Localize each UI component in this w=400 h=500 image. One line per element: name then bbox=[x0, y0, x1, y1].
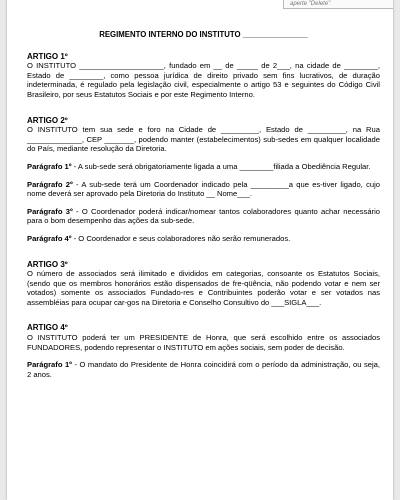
paragraph-label: Parágrafo 3º bbox=[27, 206, 73, 216]
paragraph-item bbox=[27, 207, 380, 226]
article-heading: ARTIGO 2º bbox=[27, 115, 68, 125]
paragraph-text: - A sub-sede será obrigatoriamente ligada a uma ________filiada a Obediência Regular. bbox=[71, 161, 371, 171]
corner-note: aperte "Delete" bbox=[283, 0, 393, 9]
paragraph-text: - O Coordenador poderá indicar/nomear tantos colaboradores quanto achar necessário para o bom desempenho das ações da sub-sede. bbox=[27, 206, 380, 226]
article-1 bbox=[27, 52, 380, 100]
article-heading: ARTIGO 3º bbox=[27, 259, 68, 269]
document-page bbox=[7, 0, 393, 500]
article-2 bbox=[27, 116, 380, 244]
article-text: O INSTITUTO tem sua sede e foro na Cidade de _________, Estado de _________, na Rua _____________, CEP _______, podendo manter (estabelecimentos) sub-sedes em qualquer localidade do País, mediante resolução da Diretoria. bbox=[27, 125, 380, 154]
paragraph-label: Parágrafo 1º bbox=[27, 360, 72, 370]
article-heading: ARTIGO 1º bbox=[27, 51, 68, 61]
paragraph-item bbox=[27, 360, 380, 379]
document-content bbox=[27, 30, 380, 395]
article-4 bbox=[27, 323, 380, 379]
article-text: O INSTITUTO poderá ter um PRESIDENTE de Honra, que será escolhido entre os associados FUNDADORES, podendo representar o INSTITUTO em ações sociais, sem poder de decisão. bbox=[27, 333, 380, 352]
paragraph-text: - A sub-sede terá um Coordenador indicado pela _________a que es-tiver ligado, cujo nome deverá ser aprovado pela Diretoria do Instituto __ Nome___. bbox=[27, 179, 380, 199]
article-text: O INSTITUTO ____________________, fundado em __ de _____ de 2___, na cidade de ________, Estado de ________, como pessoa jurídica de direito privado sem fins lucrativos, de duração indeterminada, é regulado pela legislação civil, especialmente o artigo 53 e seguintes do Código Civil Brasileiro, por seus Estatutos Sociais e por este Regimento Interno. bbox=[27, 61, 380, 99]
document-title: REGIMENTO INTERNO DO INSTITUTO _______________ bbox=[99, 30, 308, 39]
paragraph-label: Parágrafo 4º bbox=[27, 233, 72, 243]
paragraph-item bbox=[27, 180, 380, 199]
article-heading: ARTIGO 4º bbox=[27, 323, 68, 333]
paragraph-label: Parágrafo 2º bbox=[27, 179, 73, 189]
paragraph-text: - O Coordenador e seus colaboradores não serão remunerados. bbox=[71, 233, 291, 243]
article-text: O número de associados será ilimitado e divididos em categorias, consoante os Estatutos Sociais, (sendo que os membros honorários estão dispensados de fre-qüência, não podendo votar e nem ser votados) somente os associados Fundado-res e Contribuintes poderão votar e ser votados nas assembléias para ocupar car-gos na Diretoria e Conselho Consultivo do ___SIGLA___. bbox=[27, 269, 380, 307]
article-3 bbox=[27, 260, 380, 308]
paragraph-item bbox=[27, 162, 380, 172]
paragraph-label: Parágrafo 1º bbox=[27, 161, 72, 171]
paragraph-text: - O mandato do Presidente de Honra coincidirá com o período da administração, ou seja, 2 anos. bbox=[27, 360, 380, 379]
paragraph-item bbox=[27, 234, 380, 244]
